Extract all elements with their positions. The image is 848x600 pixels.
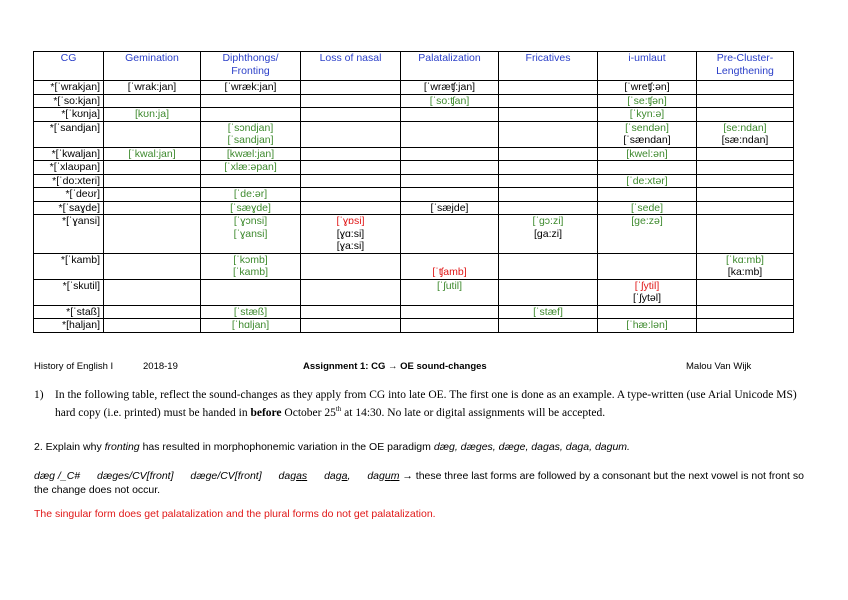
form: [ˈgɔ:zi] xyxy=(532,215,564,227)
footer-assignment: Assignment 1: CG → OE sound-changes xyxy=(303,361,487,372)
nasal-cell xyxy=(301,305,401,319)
form: [sæ:ndan] xyxy=(721,134,769,146)
umlaut-cell xyxy=(598,94,697,108)
diphthong-cell xyxy=(201,174,301,188)
gemination-cell xyxy=(104,319,201,333)
form: [ˈhɑljan] xyxy=(231,319,270,331)
palatalization-cell xyxy=(401,108,499,122)
fricatives-cell xyxy=(499,121,598,147)
nasal-cell xyxy=(301,201,401,215)
answer-form: dæges/CV[front] xyxy=(97,470,174,482)
cg-cell: *[ˈkʊnja] xyxy=(34,108,104,122)
header-gemination: Gemination xyxy=(104,52,201,81)
fricatives-cell xyxy=(499,253,598,279)
gemination-cell xyxy=(104,81,201,95)
diphthong-cell xyxy=(201,253,301,279)
lengthening-cell xyxy=(697,94,794,108)
diphthong-cell xyxy=(201,319,301,333)
form: [ˈwræʧ:jan] xyxy=(423,81,476,93)
header-loss-of-nasal: Loss of nasal xyxy=(301,52,401,81)
form: [ˈʧamb] xyxy=(432,266,467,278)
umlaut-cell xyxy=(598,81,697,95)
cg-cell: *[ˈstaß] xyxy=(34,305,104,319)
gemination-cell xyxy=(104,188,201,202)
diphthong-cell xyxy=(201,305,301,319)
diphthong-cell xyxy=(201,147,301,161)
diphthong-cell xyxy=(201,215,301,254)
fricatives-cell xyxy=(499,174,598,188)
fricatives-cell xyxy=(499,188,598,202)
nasal-cell xyxy=(301,161,401,175)
form: [ga:zi] xyxy=(533,227,562,240)
palatalization-cell xyxy=(401,161,499,175)
diphthong-cell xyxy=(201,81,301,95)
question-number: 1) xyxy=(34,389,44,401)
umlaut-cell xyxy=(598,305,697,319)
form: [ˈde:ər] xyxy=(233,188,268,200)
fricatives-cell xyxy=(499,305,598,319)
table-row xyxy=(34,319,794,333)
cg-cell: *[ˈkwaljan] xyxy=(34,147,104,161)
form: [ˈkyn:ə] xyxy=(629,108,665,120)
umlaut-cell xyxy=(598,121,697,147)
form: [ˈkamb] xyxy=(232,266,268,278)
table-row xyxy=(34,215,794,254)
form: [ˈse:ʧən] xyxy=(627,94,667,107)
lengthening-cell xyxy=(697,174,794,188)
form: [ˈsændan] xyxy=(623,134,671,146)
footer-year: 2018-19 xyxy=(143,361,178,372)
cg-cell: *[ˈsandjan] xyxy=(34,121,104,147)
nasal-cell xyxy=(301,81,401,95)
gemination-cell xyxy=(104,121,201,147)
answer-form: dæg /_C# xyxy=(34,470,81,482)
diphthong-cell xyxy=(201,94,301,108)
header-pre-cluster-lengthening: Pre-Cluster-Lengthening xyxy=(697,52,794,81)
form: [ˈɣɔnsi] xyxy=(233,215,268,227)
palatalization-cell xyxy=(401,188,499,202)
gemination-cell xyxy=(104,215,201,254)
form: [ˈhæ:lən] xyxy=(626,319,668,331)
table-row xyxy=(34,147,794,161)
table-row xyxy=(34,121,794,147)
header-cg: CG xyxy=(34,52,104,81)
form: [ˈkwal:jan] xyxy=(128,147,176,160)
nasal-cell xyxy=(301,279,401,305)
palatalization-cell xyxy=(401,94,499,108)
nasal-cell xyxy=(301,215,401,254)
nasal-cell xyxy=(301,147,401,161)
lengthening-cell xyxy=(697,201,794,215)
fricatives-cell xyxy=(499,215,598,254)
question-1 xyxy=(34,388,814,420)
cg-cell: *[ˈskutil] xyxy=(34,279,104,305)
form: [ˈwrak:jan] xyxy=(127,81,177,93)
gemination-cell xyxy=(104,305,201,319)
form: [ˈstæß] xyxy=(233,305,268,318)
table-row xyxy=(34,161,794,175)
fricatives-cell xyxy=(499,201,598,215)
table-row xyxy=(34,94,794,108)
form: [ˈʃutil] xyxy=(436,279,463,292)
form: [ˈʃytəl] xyxy=(632,292,661,304)
form: [ˈsæjde] xyxy=(430,201,469,214)
cg-cell: *[ˈɣansi] xyxy=(34,215,104,254)
umlaut-cell xyxy=(598,188,697,202)
cg-cell: *[ˈwrakjan] xyxy=(34,81,104,95)
answer-form: dæge/CV[front] xyxy=(190,470,262,482)
form: [ˈʃytil] xyxy=(634,279,660,292)
cg-cell: *[haljan] xyxy=(34,319,104,333)
table-row xyxy=(34,305,794,319)
fricatives-cell xyxy=(499,161,598,175)
cg-cell: *[ˈxlaʊpan] xyxy=(34,161,104,175)
fricatives-cell xyxy=(499,94,598,108)
form: [kwæl:jan] xyxy=(226,147,275,160)
nasal-cell xyxy=(301,253,401,279)
form: [kʊn:ja] xyxy=(135,108,169,120)
table-row xyxy=(34,201,794,215)
form: [ˈsendən] xyxy=(625,121,669,134)
gemination-cell xyxy=(104,253,201,279)
diphthong-cell xyxy=(201,201,301,215)
table-row xyxy=(34,279,794,305)
palatalization-cell xyxy=(401,279,499,305)
umlaut-cell xyxy=(598,147,697,161)
answer-note: The singular form does get palatalization and the plural forms do not get palatalization. xyxy=(34,508,436,520)
cg-cell: *[ˈsaɣde] xyxy=(34,201,104,215)
nasal-cell xyxy=(301,174,401,188)
palatalization-cell xyxy=(401,174,499,188)
gemination-cell xyxy=(104,174,201,188)
table-row xyxy=(34,188,794,202)
form: [ˈxlæ:əpan] xyxy=(224,161,277,173)
form: [ˈsandjan] xyxy=(227,134,274,146)
question-2: 2. Explain why fronting has resulted in morphophonemic variation in the OE paradigm dæg, dæges, dæge, dagas, daga, dagum. xyxy=(34,441,630,453)
header-diphthongs: Diphthongs/ Fronting xyxy=(201,52,301,81)
answer-form: dagas xyxy=(278,470,308,482)
nasal-cell xyxy=(301,121,401,147)
answer-form: daga, xyxy=(324,470,351,482)
fricatives-cell xyxy=(499,81,598,95)
header-fricatives: Fricatives xyxy=(499,52,598,81)
table-row xyxy=(34,81,794,95)
cg-cell: *[ˈdo:xteri] xyxy=(34,174,104,188)
gemination-cell xyxy=(104,94,201,108)
umlaut-cell xyxy=(598,279,697,305)
palatalization-cell xyxy=(401,215,499,254)
lengthening-cell xyxy=(697,215,794,254)
palatalization-cell xyxy=(401,121,499,147)
answer-analysis xyxy=(34,469,814,497)
umlaut-cell xyxy=(598,319,697,333)
form: [se:ndan] xyxy=(723,121,767,134)
palatalization-cell xyxy=(401,147,499,161)
form: [kwel:ən] xyxy=(626,147,668,160)
form: [ˈsæɣde] xyxy=(230,201,271,214)
diphthong-cell xyxy=(201,121,301,147)
palatalization-cell xyxy=(401,81,499,95)
table-row xyxy=(34,253,794,279)
palatalization-cell xyxy=(401,201,499,215)
cg-cell: *[ˈkamb] xyxy=(34,253,104,279)
diphthong-cell xyxy=(201,108,301,122)
umlaut-cell xyxy=(598,253,697,279)
gemination-cell xyxy=(104,161,201,175)
form: [ˈwræk:jan] xyxy=(224,81,277,93)
diphthong-cell xyxy=(201,161,301,175)
form: [ˈɣɒsi] xyxy=(336,215,365,227)
answer-explanation: → these three last forms are followed by a consonant but the next vowel is not front so the change does not occur. xyxy=(34,470,804,496)
form: [ˈsede] xyxy=(630,201,664,214)
nasal-cell xyxy=(301,188,401,202)
fricatives-cell xyxy=(499,319,598,333)
form: [ge:zə] xyxy=(631,215,663,227)
table-header-row xyxy=(34,52,794,81)
diphthong-cell xyxy=(201,188,301,202)
form: [ˈwreʧ:ən] xyxy=(624,81,670,93)
answer-form: dagum xyxy=(367,470,400,482)
nasal-cell xyxy=(301,319,401,333)
form: [ɣɑ:si] xyxy=(336,227,365,240)
lengthening-cell xyxy=(697,319,794,333)
lengthening-cell xyxy=(697,147,794,161)
lengthening-cell xyxy=(697,108,794,122)
header-i-umlaut: i-umlaut xyxy=(598,52,697,81)
fricatives-cell xyxy=(499,147,598,161)
form: [ˈkɔmb] xyxy=(233,253,268,266)
lengthening-cell xyxy=(697,161,794,175)
sound-change-table xyxy=(33,51,794,333)
form: [ˈde:xtər] xyxy=(626,174,668,187)
lengthening-cell xyxy=(697,253,794,279)
form: [ˈɣansi] xyxy=(233,227,268,240)
umlaut-cell xyxy=(598,108,697,122)
fricatives-cell xyxy=(499,108,598,122)
gemination-cell xyxy=(104,147,201,161)
gemination-cell xyxy=(104,279,201,305)
form: [ka:mb] xyxy=(727,266,763,278)
palatalization-cell xyxy=(401,305,499,319)
fricatives-cell xyxy=(499,279,598,305)
header-palatalization: Palatalization xyxy=(401,52,499,81)
cg-cell: *[ˈdeʊr] xyxy=(34,188,104,202)
umlaut-cell xyxy=(598,201,697,215)
umlaut-cell xyxy=(598,215,697,254)
lengthening-cell xyxy=(697,121,794,147)
palatalization-cell xyxy=(401,253,499,279)
table-row xyxy=(34,174,794,188)
lengthening-cell xyxy=(697,81,794,95)
form: [ˈsɔndjan] xyxy=(227,121,274,134)
form: [ˈstæf] xyxy=(533,305,563,318)
question-text: In the following table, reflect the sound-changes as they apply from CG into late OE. The first one is done as an example. A type-written (use Arial Unicode MS) hard copy (i.e. printed) must be handed in before October 25th at 14:30. No late or digital assignments will be accepted. xyxy=(55,389,797,419)
lengthening-cell xyxy=(697,279,794,305)
table-row xyxy=(34,108,794,122)
cg-cell: *[ˈso:kjan] xyxy=(34,94,104,108)
palatalization-cell xyxy=(401,319,499,333)
footer-author: Malou Van Wijk xyxy=(686,361,752,372)
lengthening-cell xyxy=(697,305,794,319)
form: [ˈkɑ:mb] xyxy=(726,253,764,266)
form: [ˈso:ʧan] xyxy=(429,94,470,107)
nasal-cell xyxy=(301,94,401,108)
lengthening-cell xyxy=(697,188,794,202)
umlaut-cell xyxy=(598,161,697,175)
footer-course: History of English I xyxy=(34,361,114,372)
nasal-cell xyxy=(301,108,401,122)
umlaut-cell xyxy=(598,174,697,188)
gemination-cell xyxy=(104,201,201,215)
gemination-cell xyxy=(104,108,201,122)
form: [ɣa:si] xyxy=(336,240,365,252)
diphthong-cell xyxy=(201,279,301,305)
